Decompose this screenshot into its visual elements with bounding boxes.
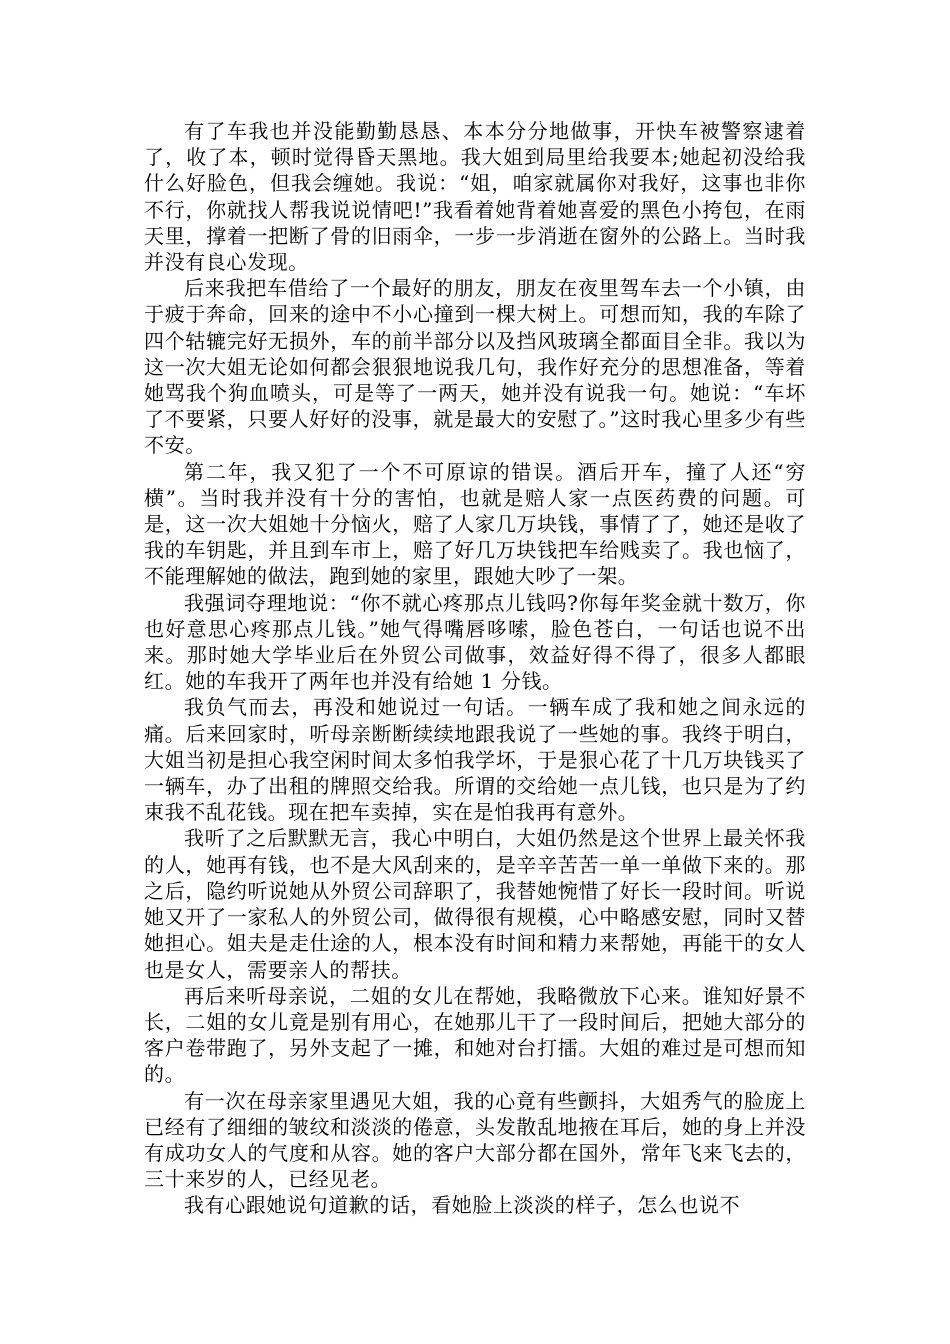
paragraph-2: 后来我把车借给了一个最好的朋友，朋友在夜里驾车去一个小镇，由于疲于奔命，回来的途中不小心撞到一棵大树上。可想而知，我的车除了四个轱辘完好无损外，车的前半部分以及挡风玻璃全都面目全非。我以为这一次大姐无论如何都会狠狠地说我几句，我作好充分的思想准备，等着她骂我个狗血喷头，可是等了一两天，她并没有说我一句。她说：“车坏了不要紧，只要人好好的没事，就是最大的安慰了。”这时我心里多少有些不安。: [144, 276, 806, 458]
paragraph-6: 我听了之后默默无言，我心中明白，大姐仍然是这个世界上最关怀我的人，她再有钱，也不是大风刮来的，是辛辛苦苦一单一单做下来的。那之后，隐约听说她从外贸公司辞职了，我替她惋惜了好长一段时间。听说她又开了一家私人的外贸公司，做得很有规模，心中略感安慰，同时又替她担心。姐夫是走仕途的人，根本没有时间和精力来帮她，再能干的女人也是女人，需要亲人的帮扶。: [144, 826, 806, 982]
paragraph-5: 我负气而去，再没和她说过一句话。一辆车成了我和她之间永远的痛。后来回家时，听母亲断断续续地跟我说了一些她的事。我终于明白，大姐当初是担心我空闲时间太多怕我学坏，于是狠心花了十几万块钱买了一辆车，办了出租的牌照交给我。所谓的交给她一点儿钱，也只是为了约束我不乱花钱。现在把车卖掉，实在是怕我再有意外。: [144, 695, 806, 825]
paragraph-3: 第二年，我又犯了一个不可原谅的错误。酒后开车，撞了人还“穷横”。当时我并没有十分的害怕，也就是赔人家一点医药费的问题。可是，这一次大姐她十分恼火，赔了人家几万块钱，事情了了，她还是收了我的车钥匙，并且到车市上，赔了好几万块钱把车给贱卖了。我也恼了，不能理解她的做法，跑到她的家里，跟她大吵了一架。: [144, 459, 806, 589]
paragraph-9: 我有心跟她说句道歉的话，看她脸上淡淡的样子，怎么也说不: [184, 1193, 741, 1218]
paragraph-1: 有了车我也并没能勤勤恳恳、本本分分地做事，开快车被警察逮着了，收了本，顿时觉得昏天黑地。我大姐到局里给我要本;她起初没给我什么好脸色，但我会缠她。我说：“姐，咱家就属你对我好，这事也非你不行，你就找人帮我说说情吧!”我看着她背着她喜爱的黑色小挎包，在雨天里，撑着一把断了骨的旧雨伞，一步一步消逝在窗外的公路上。当时我并没有良心发现。: [144, 119, 806, 275]
paragraph-7: 再后来听母亲说，二姐的女儿在帮她，我略微放下心来。谁知好景不长，二姐的女儿竟是别有用心，在她那儿干了一段时间后，把她大部分的客户卷带跑了，另外支起了一摊，和她对台打擂。大姐的难过是可想而知的。: [144, 983, 806, 1087]
document-page: [144, 118, 806, 1219]
paragraph-8: 有一次在母亲家里遇见大姐，我的心竟有些颤抖，大姐秀气的脸庞上已经有了细细的皱纹和淡淡的倦意，头发散乱地掖在耳后，她的身上并没有成功女人的气度和从容。她的客户大部分都在国外，常年飞来飞去的，三十来岁的人，已经见老。: [144, 1088, 806, 1192]
paragraph-4: 我强词夺理地说：“你不就心疼那点儿钱吗?你每年奖金就十数万，你也好意思心疼那点儿钱。”她气得嘴唇哆嗦，脸色苍白，一句话也说不出来。那时她大学毕业后在外贸公司做事，效益好得不得了，很多人都眼红。她的车我开了两年也并没有给她 1 分钱。: [144, 590, 806, 694]
